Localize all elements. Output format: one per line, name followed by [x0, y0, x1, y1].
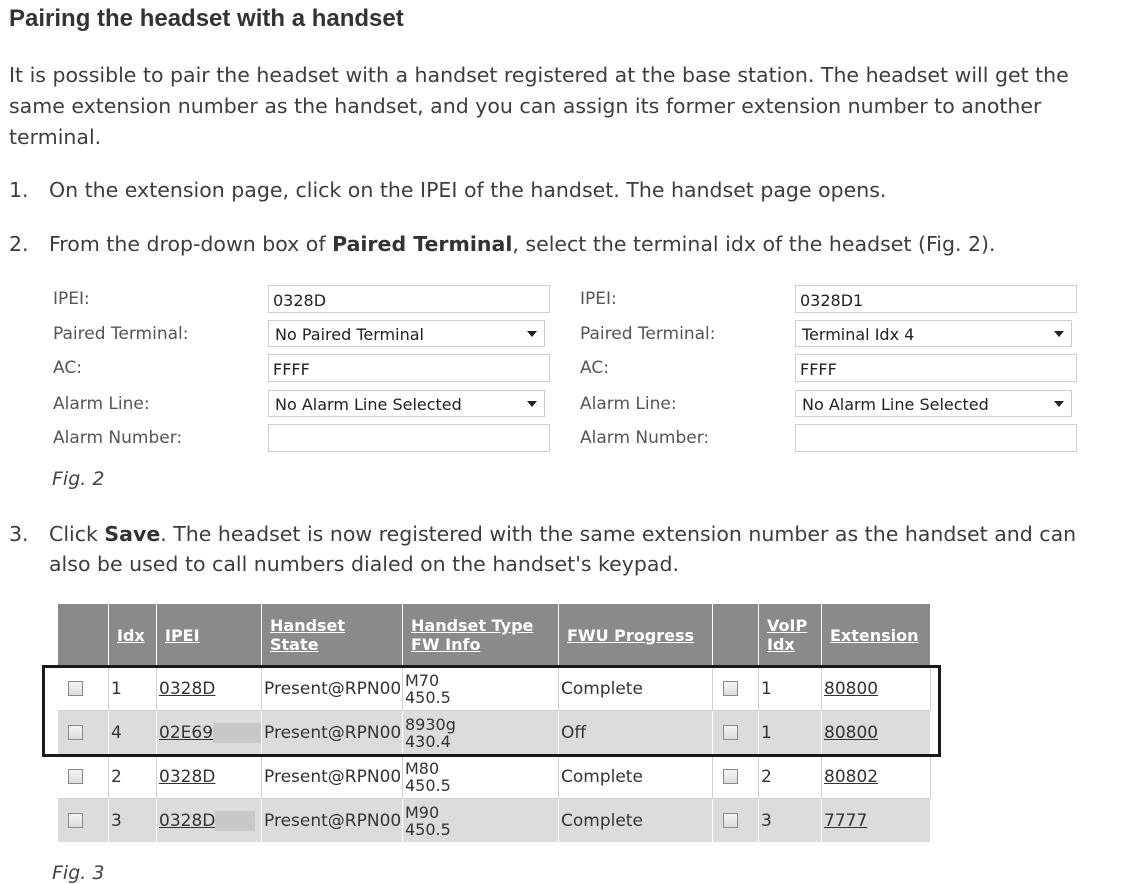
row-select-cell [58, 755, 109, 799]
check-cell [713, 755, 759, 799]
step-3 [9, 519, 1077, 576]
ipei-label: IPEI: [53, 289, 90, 309]
intro-paragraph: It is possible to pair the headset with a handset registered at the base station. The headset will get the same extension number as the handset, and you can assign its former extension number to another terminal. [9, 63, 1069, 149]
ipei-column-header[interactable]: IPEI [157, 604, 262, 667]
dropdown-arrow-icon [1054, 401, 1064, 407]
step-number: 2. [9, 232, 29, 256]
paired-rows-highlight-box [42, 665, 941, 757]
row-checkbox[interactable] [68, 769, 83, 784]
handset-type-column-header[interactable]: Handset Type FW Info [403, 604, 559, 667]
alarm-line-select[interactable]: No Alarm Line Selected [268, 390, 545, 417]
voip-idx-cell: 2 [759, 755, 822, 799]
alarm-number-label: Alarm Number: [53, 428, 183, 448]
step-2 [9, 229, 996, 259]
alarm-line-label: Alarm Line: [580, 394, 677, 414]
step-1 [9, 175, 887, 205]
ipei-row [580, 285, 1120, 315]
page-title: Pairing the headset with a handset [9, 5, 404, 32]
alarm-line-row [53, 390, 593, 420]
state-cell: Present@RPN00 [262, 755, 403, 799]
alarm-number-input[interactable] [268, 424, 550, 452]
fwu-cell: Off [559, 711, 713, 755]
alarm-line-label: Alarm Line: [53, 394, 150, 414]
paired-terminal-row [53, 320, 593, 350]
alarm-number-row [580, 424, 1120, 454]
paired-terminal-select[interactable]: Terminal Idx 4 [795, 320, 1072, 347]
fig-2-caption: Fig. 2 [52, 468, 105, 490]
idx-column-header[interactable]: Idx [109, 604, 157, 667]
idx-cell: 1 [109, 667, 157, 711]
step-text: Click Save. The headset is now registered with the same extension number as the handset and can also be used to call numbers dialed on the handset's keypad. [49, 522, 1077, 576]
row-select-cell [58, 799, 109, 843]
idx-cell: 3 [109, 799, 157, 843]
type-cell: M70 450.5 [403, 667, 559, 711]
table-row [58, 799, 931, 843]
paired-terminal-select[interactable]: No Paired Terminal [268, 320, 545, 347]
ipei-input[interactable]: 0328D1 [795, 285, 1077, 313]
ac-input[interactable]: FFFF [268, 354, 550, 382]
type-cell: 8930g 430.4 [403, 711, 559, 755]
ipei-label: IPEI: [580, 289, 617, 309]
alarm-number-label: Alarm Number: [580, 428, 710, 448]
step-text: From the drop-down box of Paired Terminal, select the terminal idx of the headset (Fig. 2). [49, 232, 996, 256]
type-cell: M80 450.5 [403, 755, 559, 799]
voip-idx-column-header[interactable]: VoIP Idx [759, 604, 822, 667]
state-cell: Present@RPN00 [262, 711, 403, 755]
ipei-link[interactable]: 0328D [159, 810, 216, 831]
voip-idx-cell: 3 [759, 799, 822, 843]
fwu-checkbox[interactable] [723, 813, 738, 828]
step-number: 3. [9, 522, 29, 546]
handset-state-column-header[interactable]: Handset State [262, 604, 403, 667]
voip-idx-cell: 1 [759, 711, 822, 755]
extension-cell [822, 799, 931, 843]
ac-label: AC: [53, 358, 82, 378]
extension-link[interactable]: 80800 [824, 722, 879, 743]
fwu-cell: Complete [559, 667, 713, 711]
fig-3-caption: Fig. 3 [52, 862, 105, 884]
state-cell: Present@RPN00 [262, 667, 403, 711]
extension-cell [822, 755, 931, 799]
paired-terminal-label: Paired Terminal: [53, 324, 189, 344]
ipei-link[interactable]: 02E69 [159, 722, 214, 743]
row-checkbox[interactable] [68, 813, 83, 828]
fwu-cell: Complete [559, 755, 713, 799]
step-text: On the extension page, click on the IPEI of the handset. The handset page opens. [49, 178, 887, 202]
idx-cell: 4 [109, 711, 157, 755]
checkbox-column-header [713, 604, 759, 667]
fwu-progress-column-header[interactable]: FWU Progress [559, 604, 713, 667]
ipei-link[interactable]: 0328D [159, 678, 216, 699]
table-row [58, 755, 931, 799]
fwu-checkbox[interactable] [723, 769, 738, 784]
table-header-row [58, 604, 931, 667]
check-cell [713, 799, 759, 843]
ac-row [53, 354, 593, 384]
extension-link[interactable]: 7777 [824, 810, 868, 831]
ac-row [580, 354, 1120, 384]
alarm-number-input[interactable] [795, 424, 1077, 452]
ipei-input[interactable]: 0328D [268, 285, 550, 313]
select-column-header [58, 604, 109, 667]
dropdown-arrow-icon [527, 331, 537, 337]
alarm-number-row [53, 424, 593, 454]
alarm-line-row [580, 390, 1120, 420]
dropdown-arrow-icon [527, 401, 537, 407]
voip-idx-cell: 1 [759, 667, 822, 711]
extension-column-header[interactable]: Extension [822, 604, 931, 667]
idx-cell: 2 [109, 755, 157, 799]
paired-terminal-row [580, 320, 1120, 350]
fwu-cell: Complete [559, 799, 713, 843]
ac-label: AC: [580, 358, 609, 378]
step-number: 1. [9, 178, 29, 202]
ipei-cell [157, 755, 262, 799]
extension-link[interactable]: 80800 [824, 678, 879, 699]
ipei-link[interactable]: 0328D [159, 766, 216, 787]
redaction-block [215, 811, 255, 831]
dropdown-arrow-icon [1054, 331, 1064, 337]
ipei-row [53, 285, 593, 315]
state-cell: Present@RPN00 [262, 799, 403, 843]
type-cell: M90 450.5 [403, 799, 559, 843]
alarm-line-select[interactable]: No Alarm Line Selected [795, 390, 1072, 417]
ac-input[interactable]: FFFF [795, 354, 1077, 382]
paired-terminal-label: Paired Terminal: [580, 324, 716, 344]
ipei-cell [157, 799, 262, 843]
extension-link[interactable]: 80802 [824, 766, 879, 787]
